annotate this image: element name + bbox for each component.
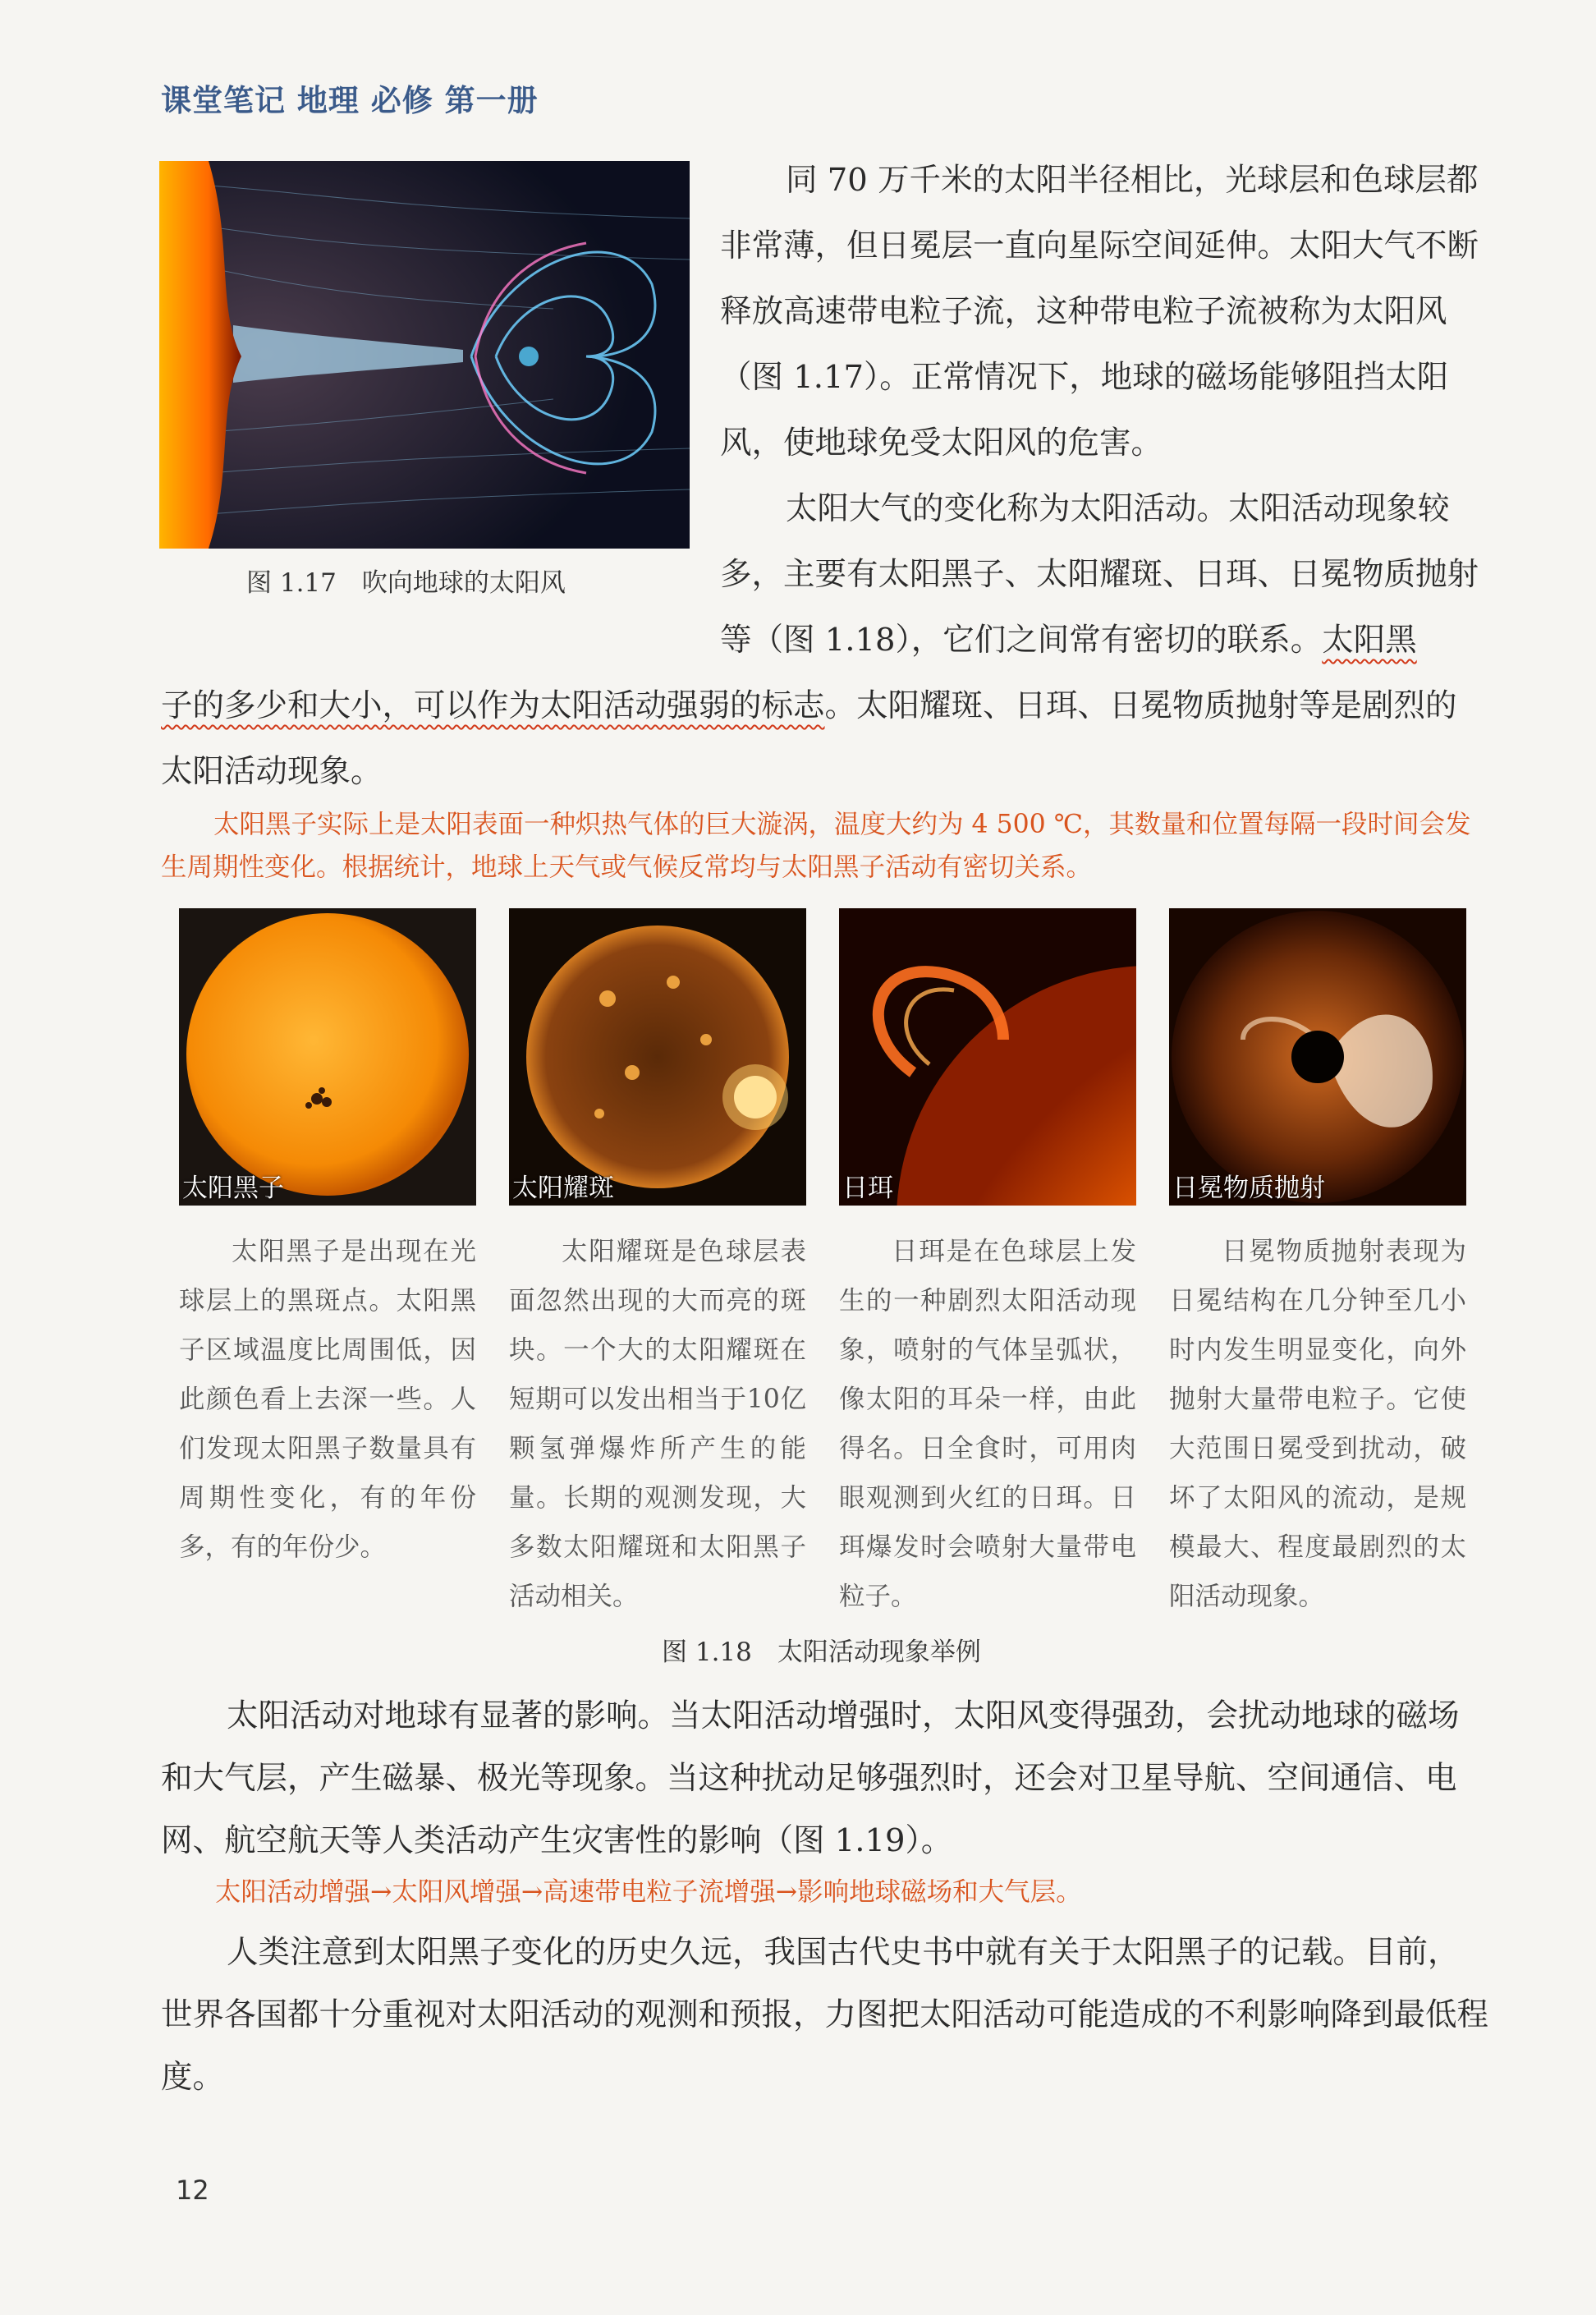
paragraph-solar-wind: 同 70 万千米的太阳半径相比，光球层和色球层都非常薄，但日冕层一直向星际空间延伸。太阳大气不断释放高速带电粒子流，这种带电粒子流被称为太阳风（图 1.17）。正常情况下，地球的磁场能够阻挡太阳风，使地球免受太阳风的危害。 (720, 162, 1479, 462)
panel-label-sunspot: 太阳黑子 (182, 1174, 284, 1203)
solar-wind-figure (159, 161, 690, 549)
paragraph-solar-activity-part1 (720, 476, 1488, 673)
underlined-key-point-a: 太阳黑 (1322, 622, 1417, 659)
sunspot-description: 太阳黑子是出现在光球层上的黑斑点。太阳黑子区域温度比周围低，因此颜色看上去深一些。人们发现太阳黑子数量具有周期性变化，有的年份多，有的年份少。 (179, 1237, 476, 1562)
cme-description: 日冕物质抛射表现为日冕结构在几分钟至几小时内发生明显变化，向外抛射大量带电粒子。它使大范围日冕受到扰动，破坏了太阳风的流动，是规模最大、程度最剧烈的太阳活动现象。 (1169, 1237, 1466, 1611)
cme-photo (1169, 908, 1466, 1206)
page-header-title: 课堂笔记 地理 必修 第一册 (161, 83, 539, 118)
panel-label-prominence: 日珥 (842, 1174, 893, 1203)
paragraph-observation-history: 人类注意到太阳黑子变化的历史久远，我国古代史书中就有关于太阳黑子的记载。目前，世界各国都十分重视对太阳活动的观测和预报，力图把太阳活动可能造成的不利影响降到最低程度。 (161, 1934, 1489, 2096)
figure-1-17-caption: 图 1.17 吹向地球的太阳风 (246, 568, 566, 598)
underlined-key-point-b: 子的多少和大小，可以作为太阳活动强弱的标志 (161, 687, 825, 724)
sunspot-photo (179, 908, 476, 1206)
figure-1-18-caption: 图 1.18 太阳活动现象举例 (662, 1637, 981, 1667)
paragraph-solar-activity-part2 (161, 673, 1488, 805)
paragraph-solar-activity-end: 。太阳耀斑、日珥、日冕物质抛射等是剧烈的太阳活动现象。 (161, 687, 1457, 790)
page-number: 12 (176, 2175, 209, 2206)
prominence-description: 日珥是在色球层上发生的一种剧烈太阳活动现象，喷射的气体呈弧状，像太阳的耳朵一样，由此得名。日全食时，可用肉眼观测到火红的日珥。日珥爆发时会喷射大量带电粒子。 (839, 1237, 1136, 1611)
panel-label-cme: 日冕物质抛射 (1172, 1174, 1325, 1203)
handwritten-note-sunspot: 太阳黑子实际上是太阳表面一种炽热气体的巨大漩涡，温度大约为 4 500 ℃，其数量和位置每隔一段时间会发生周期性变化。根据统计，地球上天气或气候反常均与太阳黑子活动有密切关系。 (161, 810, 1471, 882)
panel-label-flare: 太阳耀斑 (512, 1174, 614, 1203)
paragraph-earth-impact: 太阳活动对地球有显著的影响。当太阳活动增强时，太阳风变得强劲，会扰动地球的磁场和大气层，产生磁暴、极光等现象。当这种扰动足够强烈时，还会对卫星导航、空间通信、电网、航空航天等人类活动产生灾害性的影响（图 1.19）。 (161, 1697, 1460, 1859)
solar-flare-photo (509, 908, 806, 1206)
prominence-photo (839, 908, 1136, 1206)
handwritten-note-chain: 太阳活动增强→太阳风增强→高速带电粒子流增强→影响地球磁场和大气层。 (215, 1877, 1082, 1907)
flare-description: 太阳耀斑是色球层表面忽然出现的大而亮的斑块。一个大的太阳耀斑在短期可以发出相当于10亿颗氢弹爆炸所产生的能量。长期的观测发现，大多数太阳耀斑和太阳黑子活动相关。 (509, 1237, 806, 1611)
paragraph-solar-activity-text: 太阳大气的变化称为太阳活动。太阳活动现象较多，主要有太阳黑子、太阳耀斑、日珥、日冕物质抛射等（图 1.18），它们之间常有密切的联系。 (720, 490, 1479, 659)
